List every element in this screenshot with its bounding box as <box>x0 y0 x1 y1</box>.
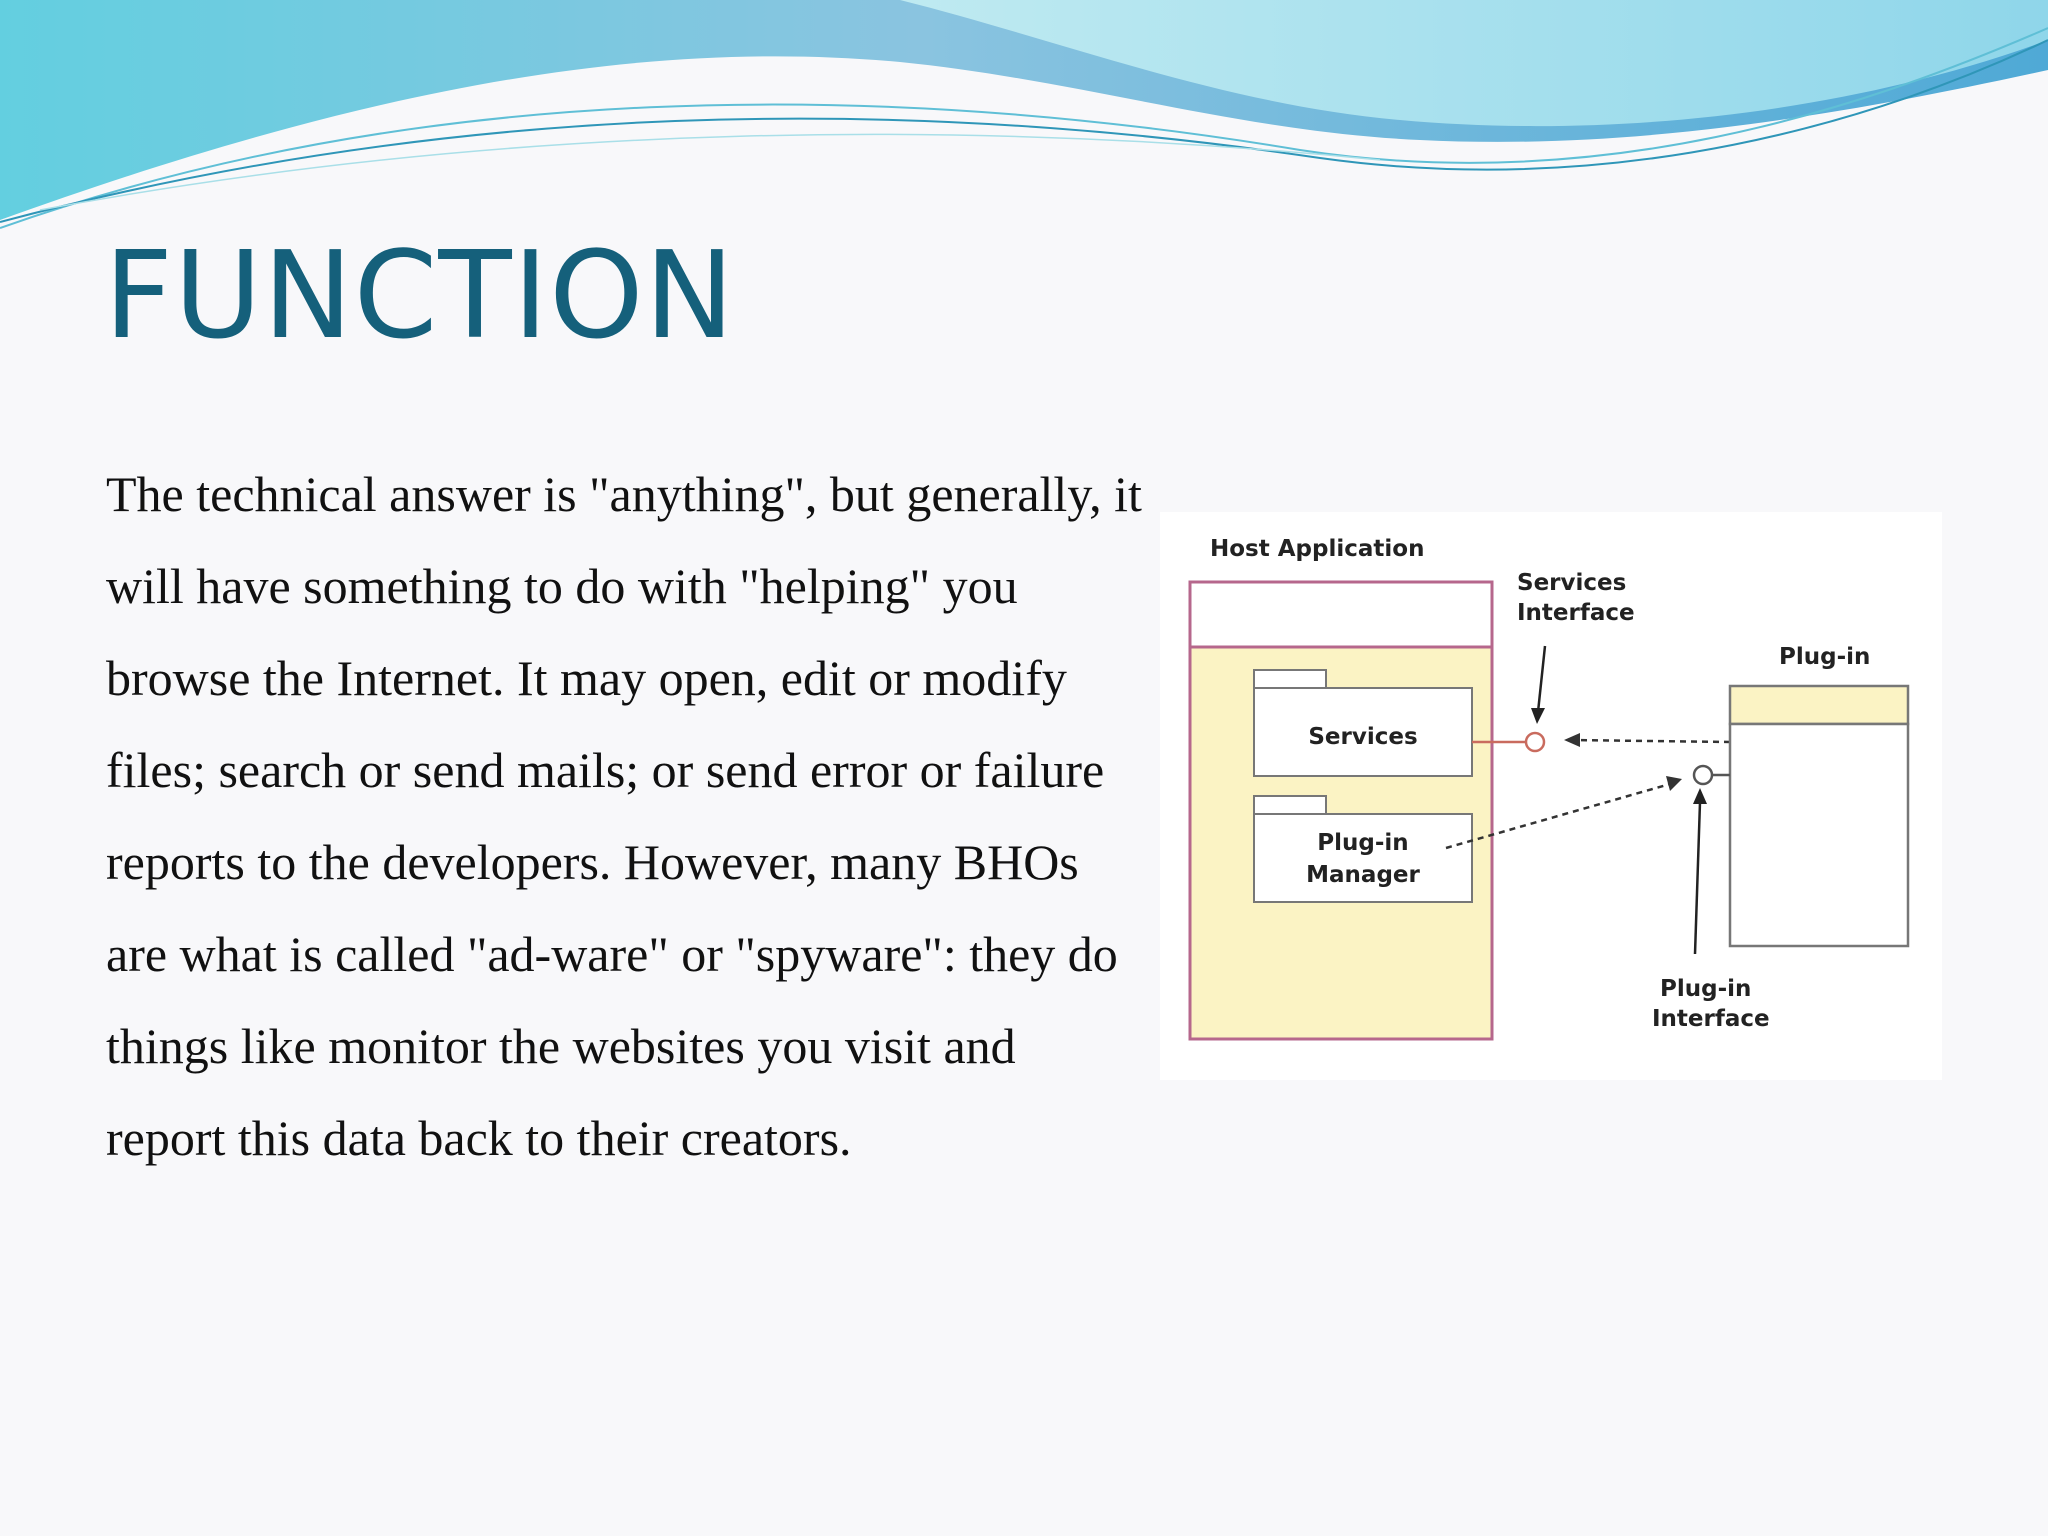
plugin-header <box>1730 686 1908 724</box>
plugin-to-services-arrowhead <box>1564 733 1580 747</box>
services-interface-arrowhead <box>1531 708 1545 724</box>
plugin-label: Plug-in <box>1779 644 1871 670</box>
plugin-manager-package <box>1254 814 1472 902</box>
plugin-interface-socket <box>1694 766 1712 784</box>
services-tab <box>1254 670 1326 688</box>
services-interface-socket <box>1526 733 1544 751</box>
plugin-manager-tab <box>1254 796 1326 814</box>
plugin-to-services-dependency <box>1570 740 1730 742</box>
plugin-architecture-diagram <box>1160 512 1942 1080</box>
services-interface-label-line2: Interface <box>1517 600 1635 626</box>
slide-title: FUNCTION <box>104 227 736 366</box>
host-application-label: Host Application <box>1210 536 1425 562</box>
slide-body-text: The technical answer is "anything", but generally, it will have something to do with "helping" you browse the Internet. It may open, edit or modify files; search or send mails; or send error or failure reports to the developers. However, many BHOs are what is called "ad-ware" or "spyware": they do things like monitor the websites you visit and report this data back to their creators. <box>106 466 1142 1166</box>
plugin-interface-label-line1: Plug-in <box>1660 976 1752 1002</box>
plugin-interface-label-line2: Interface <box>1652 1006 1770 1032</box>
host-application-header <box>1190 582 1492 647</box>
plugin-box <box>1730 724 1908 946</box>
services-interface-label-line1: Services <box>1517 570 1627 596</box>
services-label: Services <box>1308 724 1418 750</box>
services-interface-pointer <box>1538 646 1545 712</box>
manager-to-plugin-arrowhead <box>1666 776 1682 791</box>
plugin-manager-label-line1: Plug-in <box>1317 830 1409 856</box>
header-wave-decoration <box>0 0 2048 240</box>
plugin-manager-label-line2: Manager <box>1306 862 1420 888</box>
plugin-interface-pointer <box>1695 802 1700 954</box>
plugin-interface-arrowhead <box>1693 788 1707 804</box>
